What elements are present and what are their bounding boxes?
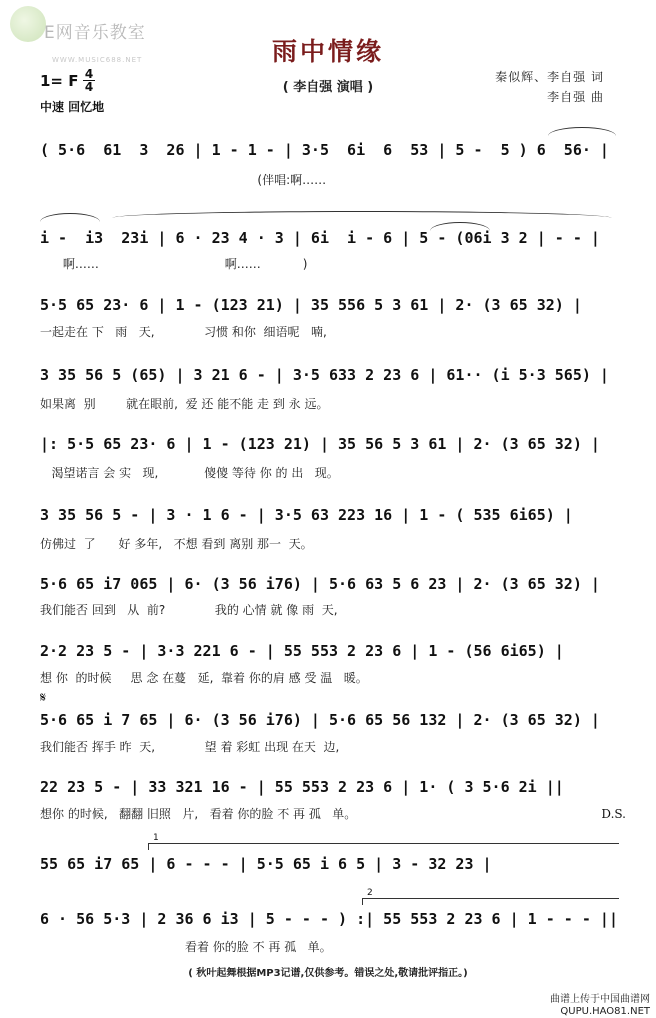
notation-row: 5·5 65 23· 6 | 1 - (123 21) | 35 556 5 3 61 | 2· (3 65 32) | bbox=[40, 296, 582, 314]
composer: 李自强 曲 bbox=[547, 90, 604, 104]
time-signature-bottom: 4 bbox=[84, 80, 94, 94]
notation-row: ( 5·6 61 3 26 | 1 - 1 - | 3·5 6i 6 53 | 5 - 5 ) 6 56· | bbox=[40, 141, 609, 159]
time-signature bbox=[82, 68, 96, 93]
lyricist: 秦似辉、李自强 词 bbox=[495, 70, 604, 84]
lyrics-row: 如果离 别 就在眼前, 爱 还 能不能 走 到 永 远。 bbox=[40, 397, 329, 411]
notation-row: 5·6 65 i7 065 | 6· (3 56 i76) | 5·6 63 5 6 23 | 2· (3 65 32) | bbox=[40, 575, 600, 593]
lyrics-row: 我们能否 挥手 昨 天, 望 着 彩虹 出现 在天 边, bbox=[40, 740, 340, 754]
watermark-url: WWW.MUSIC688.NET bbox=[52, 56, 143, 64]
dal-segno-mark: D.S. bbox=[601, 807, 626, 821]
volta-bracket-2 bbox=[362, 888, 619, 905]
lyrics-row: 一起走在 下 雨 天, 习惯 和你 细语呢 喃, bbox=[40, 325, 327, 339]
notation-row: 22 23 5 - | 33 321 16 - | 55 553 2 23 6 | 1· ( 3 5·6 2i || bbox=[40, 778, 564, 796]
footer-line-1: 曲谱上传于中国曲谱网 bbox=[550, 994, 650, 1005]
notation-row: 6 · 56 5·3 | 2 36 6 i3 | 5 - - - ) :| 55 553 2 23 6 | 1 - - - || bbox=[40, 910, 618, 928]
volta-bracket-1 bbox=[148, 833, 619, 850]
volta-number-1: 1 bbox=[153, 833, 159, 843]
notation-row: 55 65 i7 65 | 6 - - - | 5·5 65 i 6 5 | 3 - 32 23 | bbox=[40, 855, 492, 873]
tie-mark bbox=[40, 213, 100, 222]
transcription-note: ( 秋叶起舞根据MP3记谱,仅供参考。错误之处,敬请批评指正。) bbox=[188, 968, 468, 979]
tempo-marking: 中速 回忆地 bbox=[40, 100, 105, 114]
watermark-text: E网音乐教室 bbox=[44, 23, 146, 43]
time-signature-top: 4 bbox=[84, 67, 94, 81]
lyrics-row: (伴唱:啊…… bbox=[40, 173, 327, 187]
lyrics-row: 想你 的时候, 翻翻 旧照 片, 看着 你的脸 不 再 孤 单。 bbox=[40, 807, 357, 821]
lyrics-row: 看着 你的脸 不 再 孤 单。 bbox=[40, 940, 332, 954]
lyrics-row: 想 你 的时候 思 念 在蔓 延, 靠着 你的肩 感 受 温 暖。 bbox=[40, 671, 368, 685]
notation-row: i - i3 23i | 6 · 23 4 · 3 | 6i i - 6 | 5 - (06i 3 2 | - - | bbox=[40, 229, 600, 247]
notation-row: |: 5·5 65 23· 6 | 1 - (123 21) | 35 56 5 3 61 | 2· (3 65 32) | bbox=[40, 435, 600, 453]
footer-line-2: QUPU.HAO81.NET bbox=[560, 1006, 650, 1017]
tie-mark bbox=[112, 211, 612, 218]
lyrics-row: 啊…… 啊…… ) bbox=[40, 257, 308, 271]
lyrics-row: 仿佛过 了 好 多年, 不想 看到 离别 那一 天。 bbox=[40, 537, 313, 551]
notation-row: 5·6 65 i 7 65 | 6· (3 56 i76) | 5·6 65 56 132 | 2· (3 65 32) | bbox=[40, 711, 600, 729]
singer: ( 李自强 演唱 ) bbox=[282, 80, 374, 95]
notation-row: 3 35 56 5 (65) | 3 21 6 - | 3·5 633 2 23 6 | 61·· (i 5·3 565) | bbox=[40, 366, 609, 384]
lyrics-row: 我们能否 回到 从 前? 我的 心情 就 像 雨 天, bbox=[40, 603, 338, 617]
key-signature: 1= F bbox=[40, 72, 79, 90]
segno-icon: 𝄋 bbox=[40, 690, 47, 706]
tie-mark bbox=[548, 127, 616, 136]
song-title: 雨中情缘 bbox=[271, 37, 384, 66]
lyrics-row: 渴望诺言 会 实 现, 傻傻 等待 你 的 出 现。 bbox=[40, 466, 339, 480]
footer-credit bbox=[550, 994, 650, 1018]
volta-number-2: 2 bbox=[367, 888, 373, 898]
notation-row: 2·2 23 5 - | 3·3 221 6 - | 55 553 2 23 6 | 1 - (56 6i65) | bbox=[40, 642, 564, 660]
notation-row: 3 35 56 5 - | 3 · 1 6 - | 3·5 63 223 16 | 1 - ( 535 6i65) | bbox=[40, 506, 573, 524]
